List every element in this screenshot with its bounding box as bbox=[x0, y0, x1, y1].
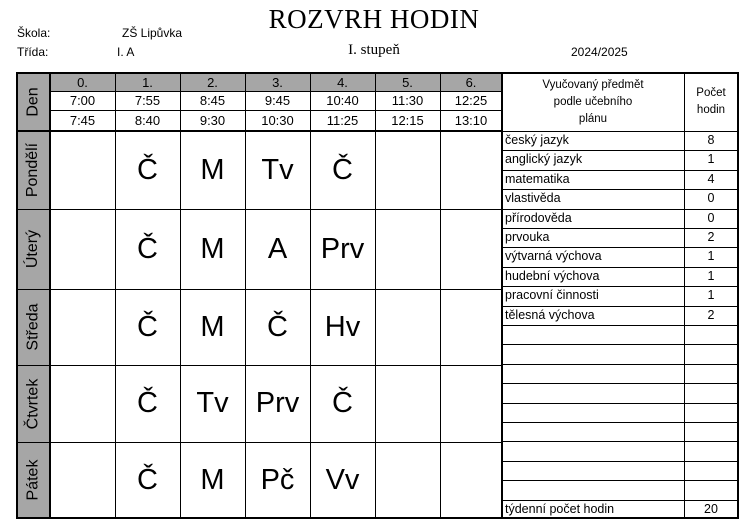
subject-name bbox=[502, 364, 684, 383]
subject-hours bbox=[684, 403, 738, 422]
table-line bbox=[502, 209, 738, 210]
subject-hours bbox=[684, 383, 738, 402]
table-line bbox=[502, 306, 738, 307]
subject-hours: 0 bbox=[707, 210, 715, 225]
table-line bbox=[502, 480, 738, 481]
subject-name bbox=[502, 383, 684, 402]
total-hours: 20 bbox=[704, 501, 718, 516]
period-end-time: 9:30 bbox=[199, 113, 226, 128]
lesson-cell[interactable] bbox=[440, 365, 502, 442]
class-value: I. A bbox=[117, 45, 135, 59]
subject-name: výtvarná výchova bbox=[505, 249, 602, 264]
lesson-cell[interactable] bbox=[440, 209, 502, 289]
grid-line bbox=[17, 209, 502, 210]
period-start-time: 10:40 bbox=[326, 93, 359, 108]
table-line bbox=[684, 73, 685, 518]
period-number: 4. bbox=[337, 74, 348, 90]
grid-line bbox=[440, 73, 441, 518]
table-line bbox=[502, 131, 738, 132]
period-end-time: 12:15 bbox=[391, 113, 424, 128]
subject-name: pracovní činnosti bbox=[505, 288, 599, 303]
lesson-cell[interactable]: Č bbox=[267, 310, 288, 343]
period-end-time: 13:10 bbox=[454, 113, 488, 128]
table-line bbox=[502, 228, 738, 229]
subject-name: český jazyk bbox=[505, 133, 569, 147]
grid-line bbox=[375, 73, 376, 518]
period-number: 0. bbox=[77, 74, 88, 90]
day-label: Úterý bbox=[24, 229, 42, 269]
table-line bbox=[502, 500, 738, 501]
lesson-cell[interactable] bbox=[440, 131, 502, 209]
subject-hours: 1 bbox=[707, 288, 715, 303]
lesson-cell[interactable] bbox=[375, 442, 440, 518]
lesson-cell[interactable] bbox=[440, 442, 502, 518]
subject-hours bbox=[684, 441, 738, 460]
subject-hours: 8 bbox=[707, 133, 715, 147]
subject-hours: 0 bbox=[707, 191, 715, 206]
table-line bbox=[502, 403, 738, 404]
day-label: Pondělí bbox=[24, 142, 42, 198]
grid-border bbox=[16, 130, 503, 132]
period-start-time: 11:30 bbox=[391, 93, 424, 108]
day-header: Den bbox=[24, 87, 42, 117]
subject-name bbox=[502, 403, 684, 422]
grid-line bbox=[50, 110, 502, 111]
subject-hours bbox=[684, 422, 738, 441]
lesson-cell[interactable] bbox=[375, 131, 440, 209]
grid-line bbox=[17, 442, 502, 443]
subject-hours: 4 bbox=[707, 171, 715, 186]
lesson-cell[interactable]: Č bbox=[137, 310, 158, 343]
subject-name bbox=[502, 441, 684, 460]
subject-hours: 2 bbox=[707, 307, 715, 322]
page-title: ROZVRH HODIN bbox=[268, 4, 480, 34]
lesson-cell[interactable]: Č bbox=[137, 153, 158, 186]
table-border bbox=[501, 72, 739, 74]
grid-line bbox=[50, 91, 502, 92]
lesson-cell[interactable]: M bbox=[200, 153, 225, 186]
grid-line bbox=[180, 73, 181, 518]
lesson-cell[interactable] bbox=[375, 365, 440, 442]
subject-name bbox=[502, 422, 684, 441]
lesson-cell[interactable]: Č bbox=[137, 387, 158, 419]
subject-hours: 1 bbox=[707, 268, 715, 283]
grid-line bbox=[245, 73, 246, 518]
lesson-cell[interactable] bbox=[440, 289, 502, 365]
table-line bbox=[502, 325, 738, 326]
period-start-time: 7:00 bbox=[69, 93, 96, 108]
subject-name: tělesná výchova bbox=[505, 307, 595, 322]
table-line bbox=[502, 383, 738, 384]
day-label: Pátek bbox=[24, 459, 42, 501]
lesson-cell[interactable]: A bbox=[267, 232, 288, 265]
lesson-cell[interactable] bbox=[50, 365, 115, 442]
lesson-cell[interactable]: M bbox=[200, 463, 225, 496]
subject-name: přírodověda bbox=[505, 210, 572, 225]
subject-name bbox=[502, 325, 684, 344]
school-name: ZŠ Lipůvka bbox=[122, 26, 183, 40]
lesson-cell[interactable]: Tv bbox=[261, 153, 294, 186]
grid-line bbox=[17, 289, 502, 290]
subject-hours bbox=[684, 461, 738, 480]
table-line bbox=[502, 189, 738, 190]
lesson-cell[interactable]: M bbox=[200, 310, 225, 343]
subject-name bbox=[502, 461, 684, 480]
table-line bbox=[502, 344, 738, 345]
lesson-cell[interactable] bbox=[50, 131, 115, 209]
period-start-time: 8:45 bbox=[199, 93, 226, 108]
school-label: Škola: bbox=[17, 26, 51, 40]
period-number: 3. bbox=[272, 74, 283, 90]
lesson-cell[interactable]: Č bbox=[137, 232, 158, 265]
subject-hours: 2 bbox=[707, 230, 715, 244]
subject-hours bbox=[684, 364, 738, 383]
count-header: Počet hodin bbox=[696, 87, 726, 116]
table-border bbox=[501, 517, 739, 519]
lesson-cell[interactable]: Prv bbox=[255, 387, 300, 419]
table-line bbox=[502, 286, 738, 287]
grid-line bbox=[17, 365, 502, 366]
subject-hours bbox=[684, 344, 738, 363]
subject-name bbox=[502, 480, 684, 499]
grade-level: I. stupeň bbox=[348, 42, 400, 58]
period-end-time: 10:30 bbox=[261, 113, 294, 128]
grid-border bbox=[16, 73, 18, 519]
period-end-time: 11:25 bbox=[326, 113, 359, 128]
table-line bbox=[502, 441, 738, 442]
subject-name: hudební výchova bbox=[505, 268, 600, 283]
lesson-cell[interactable]: Č bbox=[332, 387, 353, 419]
total-label: týdenní počet hodin bbox=[505, 501, 615, 516]
subject-name: prvouka bbox=[505, 230, 550, 244]
subject-hours bbox=[684, 480, 738, 499]
subject-name: anglický jazyk bbox=[505, 152, 583, 167]
table-line bbox=[502, 267, 738, 268]
table-line bbox=[502, 170, 738, 171]
day-label: Středa bbox=[24, 303, 42, 351]
period-number: 2. bbox=[207, 74, 218, 90]
subject-hours bbox=[684, 325, 738, 344]
grid-line bbox=[310, 73, 311, 518]
period-start-time: 9:45 bbox=[264, 93, 291, 108]
period-number: 6. bbox=[465, 74, 477, 90]
period-end-time: 8:40 bbox=[134, 113, 161, 128]
grid-border bbox=[16, 517, 503, 519]
period-start-time: 12:25 bbox=[454, 93, 488, 108]
lesson-cell[interactable] bbox=[375, 209, 440, 289]
lesson-cell[interactable]: Tv bbox=[196, 387, 229, 419]
table-line bbox=[502, 364, 738, 365]
subject-name bbox=[502, 344, 684, 363]
lesson-cell[interactable]: Hv bbox=[324, 310, 361, 343]
class-label: Třída: bbox=[17, 45, 49, 59]
subject-header: Vyučovaný předmět podle učebního plánu bbox=[542, 78, 644, 125]
lesson-cell[interactable]: Vv bbox=[325, 463, 360, 496]
lesson-cell[interactable]: Pč bbox=[260, 463, 295, 496]
period-end-time: 7:45 bbox=[69, 113, 96, 128]
lesson-cell[interactable]: Č bbox=[137, 463, 158, 496]
subject-name: matematika bbox=[505, 171, 570, 186]
period-number: 5. bbox=[402, 74, 413, 90]
subject-hours: 1 bbox=[707, 152, 715, 167]
table-line bbox=[502, 150, 738, 151]
grid-line bbox=[115, 73, 116, 518]
lesson-cell[interactable] bbox=[375, 289, 440, 365]
lesson-cell[interactable] bbox=[50, 289, 115, 365]
table-line bbox=[502, 461, 738, 462]
table-line bbox=[502, 422, 738, 423]
period-number: 1. bbox=[142, 74, 153, 90]
lesson-cell[interactable]: Č bbox=[332, 153, 353, 186]
day-label: Čtvrtek bbox=[24, 378, 42, 429]
table-line bbox=[502, 247, 738, 248]
lesson-cell[interactable]: M bbox=[200, 232, 225, 265]
lesson-cell[interactable] bbox=[50, 442, 115, 518]
grid-border bbox=[49, 73, 51, 519]
table-border bbox=[737, 72, 739, 518]
subject-name: vlastivěda bbox=[505, 191, 561, 206]
lesson-cell[interactable]: Prv bbox=[320, 232, 365, 265]
subject-hours: 1 bbox=[707, 249, 715, 264]
grid-border bbox=[16, 72, 503, 74]
lesson-cell[interactable] bbox=[50, 209, 115, 289]
school-year: 2024/2025 bbox=[571, 45, 628, 59]
period-start-time: 7:55 bbox=[134, 93, 161, 108]
